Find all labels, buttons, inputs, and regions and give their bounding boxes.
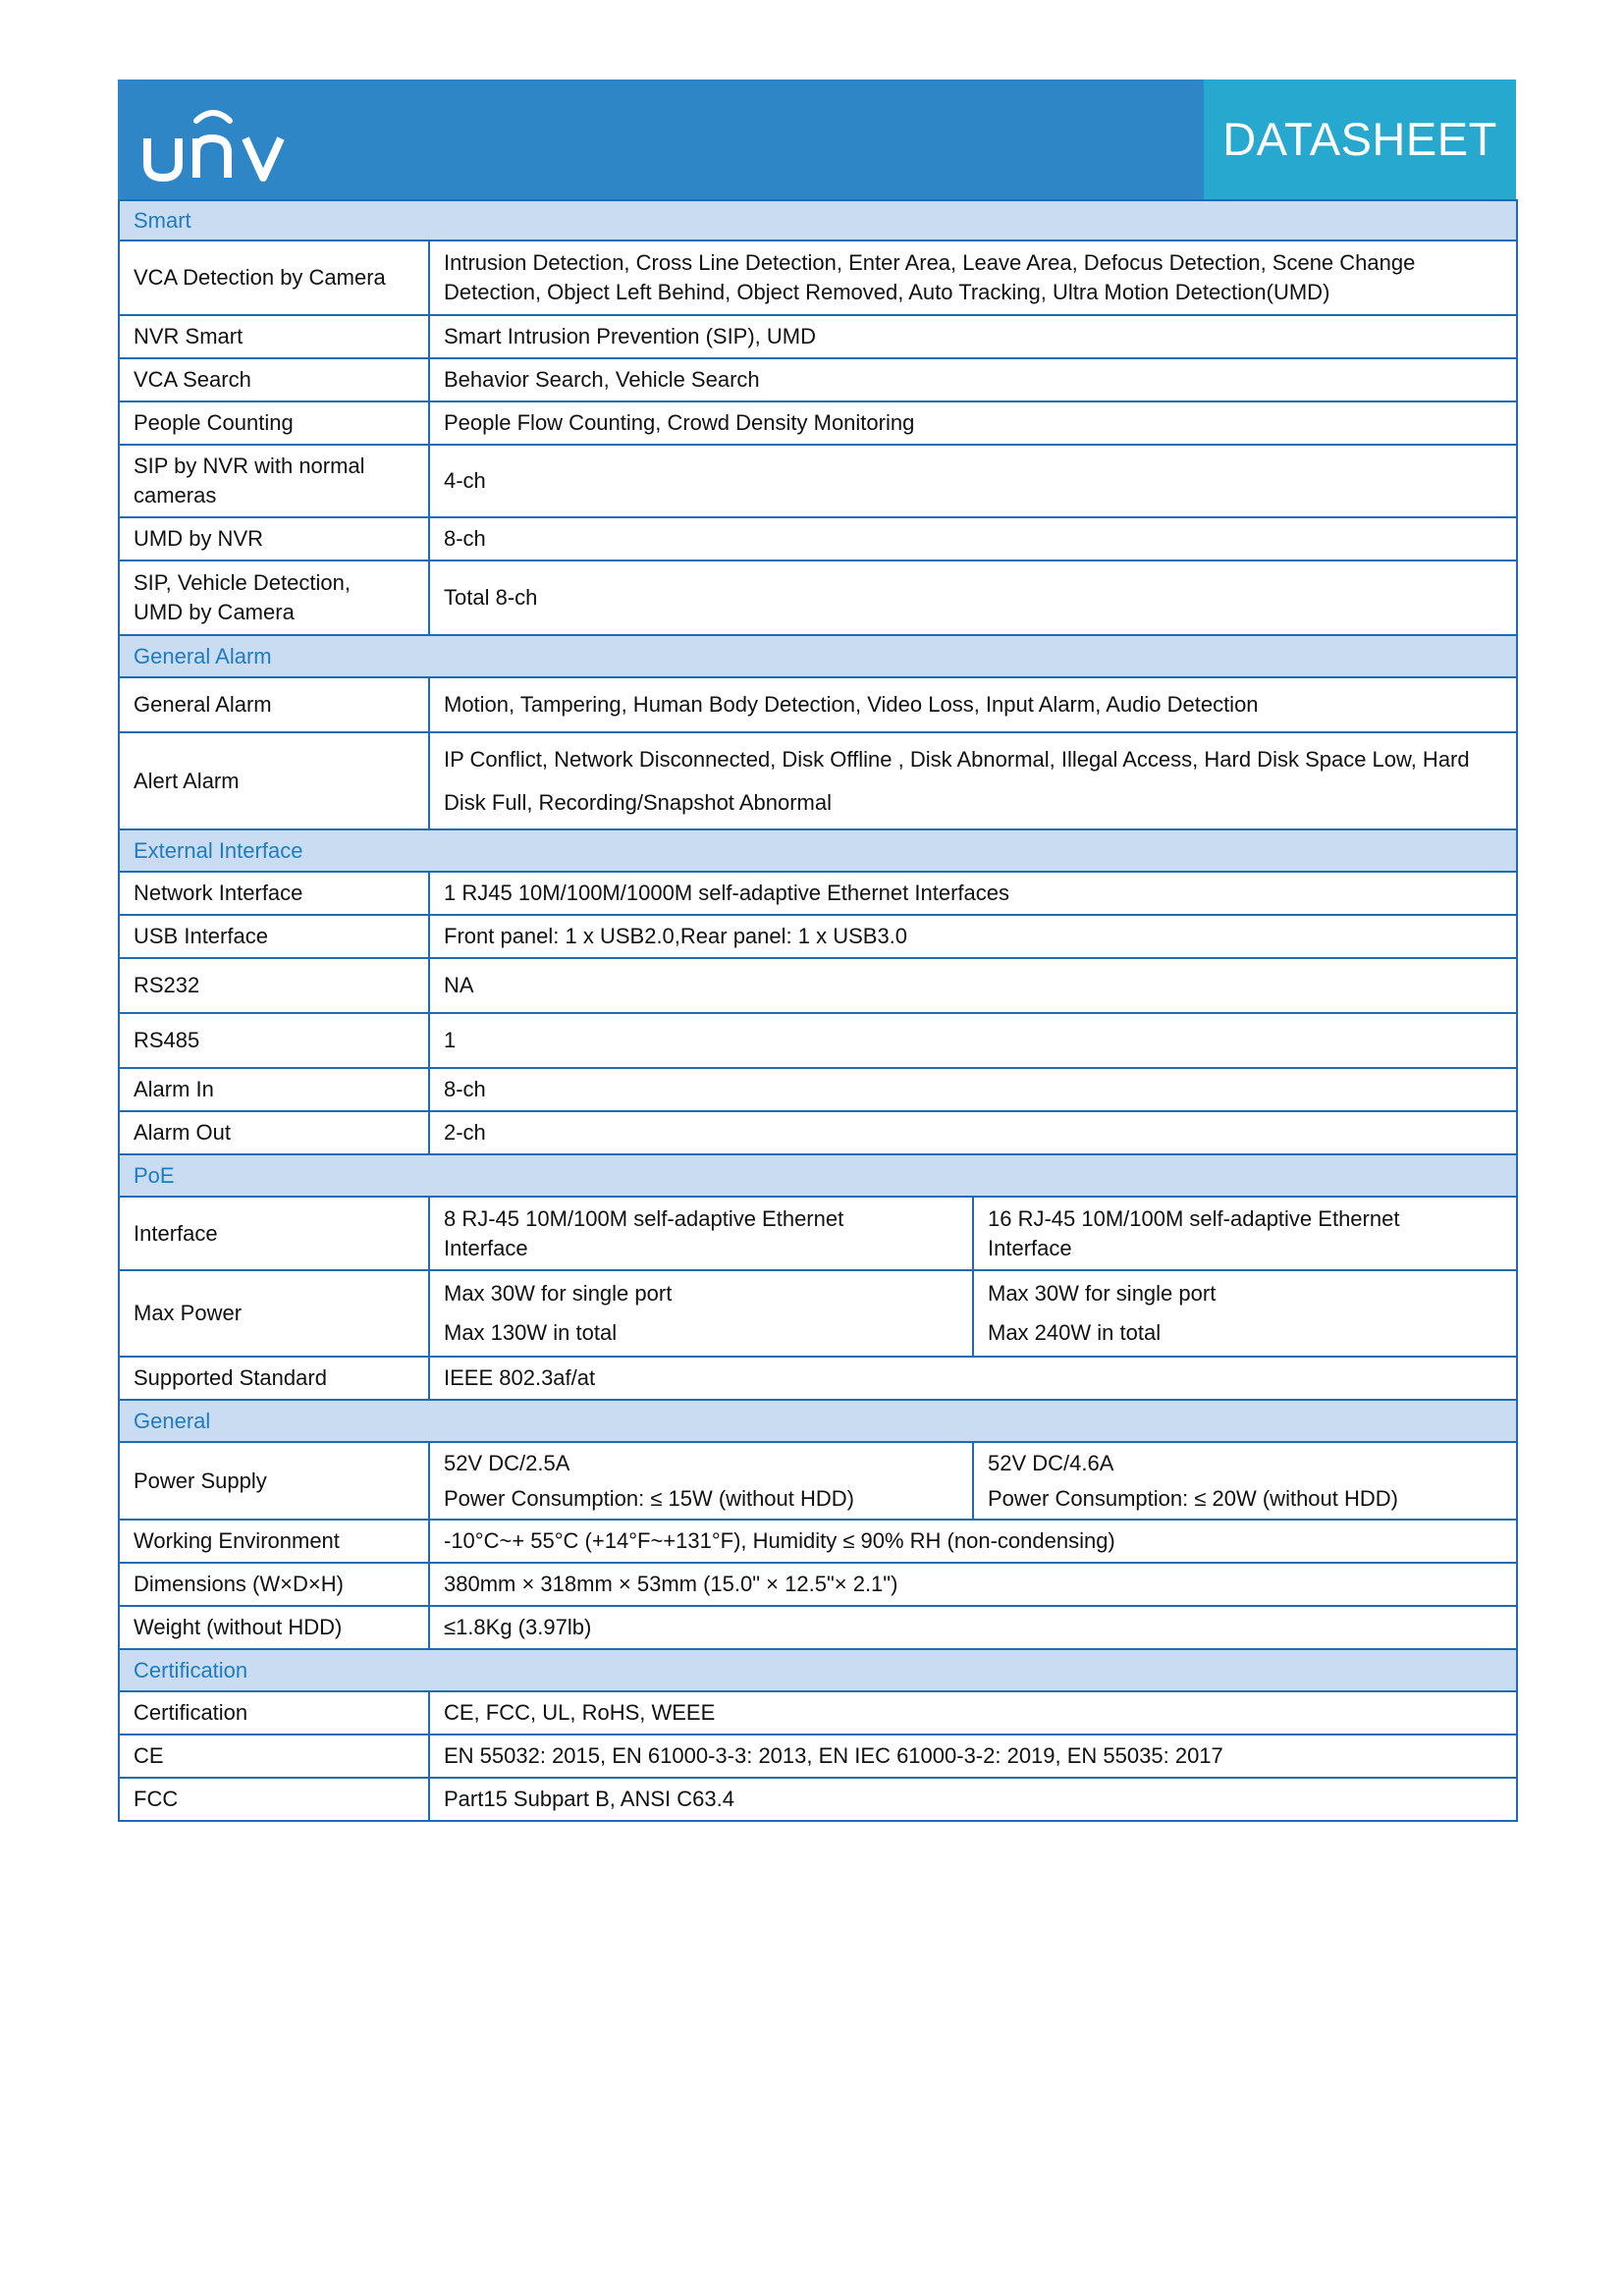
table-row <box>119 1442 1517 1520</box>
table-row <box>119 445 1517 517</box>
row-label-line: UMD by Camera <box>134 600 295 624</box>
row-label: Working Environment <box>119 1520 429 1563</box>
row-value <box>429 732 1517 829</box>
row-label: Weight (without HDD) <box>119 1606 429 1649</box>
section-header <box>119 635 1517 677</box>
row-label <box>119 561 429 635</box>
table-row <box>119 1606 1517 1649</box>
table-row <box>119 915 1517 958</box>
row-value: 1 RJ45 10M/100M/1000M self-adaptive Ethernet Interfaces <box>429 872 1517 915</box>
row-label: Supported Standard <box>119 1357 429 1400</box>
row-label: Certification <box>119 1691 429 1735</box>
section-header <box>119 200 1517 240</box>
table-row <box>119 561 1517 635</box>
row-value: Smart Intrusion Prevention (SIP), UMD <box>429 315 1517 358</box>
table-row <box>119 1691 1517 1735</box>
row-value: 8-ch <box>429 517 1517 561</box>
table-row <box>119 1013 1517 1068</box>
table-row <box>119 1197 1517 1270</box>
row-label: USB Interface <box>119 915 429 958</box>
row-value: 2-ch <box>429 1111 1517 1154</box>
table-row <box>119 1357 1517 1400</box>
row-label: Alarm In <box>119 1068 429 1111</box>
row-label: VCA Detection by Camera <box>119 240 429 315</box>
table-row <box>119 1520 1517 1563</box>
row-label-line: SIP by NVR with normal <box>134 454 365 478</box>
row-value: Motion, Tampering, Human Body Detection, Video Loss, Input Alarm, Audio Detection <box>429 677 1517 732</box>
row-value: Behavior Search, Vehicle Search <box>429 358 1517 401</box>
row-value-line: 16 RJ-45 10M/100M self-adaptive Ethernet <box>988 1205 1400 1231</box>
row-value: Total 8-ch <box>429 561 1517 635</box>
row-value: 8-ch <box>429 1068 1517 1111</box>
row-value: Front panel: 1 x USB2.0,Rear panel: 1 x USB3.0 <box>429 915 1517 958</box>
table-row <box>119 358 1517 401</box>
row-value-line: Power Consumption: ≤ 15W (without HDD) <box>444 1485 854 1511</box>
row-label: Dimensions (W×D×H) <box>119 1563 429 1606</box>
row-value: EN 55032: 2015, EN 61000-3-3: 2013, EN IEC 61000-3-2: 2019, EN 55035: 2017 <box>429 1735 1517 1778</box>
table-row <box>119 1111 1517 1154</box>
row-value-line: Max 130W in total <box>444 1320 618 1345</box>
row-value <box>429 240 1517 315</box>
row-value: 380mm × 318mm × 53mm (15.0" × 12.5"× 2.1") <box>429 1563 1517 1606</box>
row-value: 4-ch <box>429 445 1517 517</box>
section-header <box>119 1154 1517 1197</box>
row-label: FCC <box>119 1778 429 1821</box>
row-value-line: Max 30W for single port <box>988 1281 1217 1306</box>
table-row <box>119 517 1517 561</box>
row-value: 1 <box>429 1013 1517 1068</box>
row-label: RS232 <box>119 958 429 1013</box>
row-label: Alarm Out <box>119 1111 429 1154</box>
table-row <box>119 1778 1517 1821</box>
row-label: Power Supply <box>119 1442 429 1520</box>
section-title-smart: Smart <box>119 200 1517 240</box>
row-label-line: cameras <box>134 483 217 507</box>
datasheet <box>118 80 1516 1822</box>
row-value: -10°C~+ 55°C (+14°F~+131°F), Humidity ≤ 90% RH (non-condensing) <box>429 1520 1517 1563</box>
table-row <box>119 677 1517 732</box>
spec-table <box>118 199 1518 1822</box>
row-label: Interface <box>119 1197 429 1270</box>
row-value: Part15 Subpart B, ANSI C63.4 <box>429 1778 1517 1821</box>
row-label: RS485 <box>119 1013 429 1068</box>
row-label-line: SIP, Vehicle Detection, <box>134 570 351 595</box>
row-label: Network Interface <box>119 872 429 915</box>
row-value-line: 52V DC/2.5A <box>444 1450 570 1475</box>
datasheet-badge: DATASHEET <box>1204 80 1516 199</box>
row-value-model-a <box>429 1442 973 1520</box>
row-label: NVR Smart <box>119 315 429 358</box>
row-value-line: 8 RJ-45 10M/100M self-adaptive Ethernet <box>444 1205 844 1231</box>
row-value-model-b <box>973 1442 1517 1520</box>
header-banner <box>118 80 1516 199</box>
section-title-general-alarm: General Alarm <box>119 635 1517 677</box>
row-value-line: Interface <box>988 1235 1072 1260</box>
row-label <box>119 445 429 517</box>
row-value-line: 52V DC/4.6A <box>988 1450 1114 1475</box>
row-value: CE, FCC, UL, RoHS, WEEE <box>429 1691 1517 1735</box>
row-label: VCA Search <box>119 358 429 401</box>
row-value: People Flow Counting, Crowd Density Monitoring <box>429 401 1517 445</box>
row-value-line: Disk Full, Recording/Snapshot Abnormal <box>444 789 832 815</box>
row-value: IEEE 802.3af/at <box>429 1357 1517 1400</box>
row-value-line: Max 240W in total <box>988 1320 1162 1345</box>
table-row <box>119 872 1517 915</box>
table-row <box>119 1563 1517 1606</box>
row-value-line: Interface <box>444 1235 528 1260</box>
table-row <box>119 315 1517 358</box>
row-value: ≤1.8Kg (3.97lb) <box>429 1606 1517 1649</box>
row-label: CE <box>119 1735 429 1778</box>
section-title-certification: Certification <box>119 1649 1517 1691</box>
table-row <box>119 1068 1517 1111</box>
section-header <box>119 1649 1517 1691</box>
table-row <box>119 401 1517 445</box>
table-row <box>119 958 1517 1013</box>
row-label: Max Power <box>119 1270 429 1357</box>
row-value-model-b <box>973 1197 1517 1270</box>
table-row <box>119 1270 1517 1357</box>
table-row <box>119 732 1517 829</box>
section-title-poe: PoE <box>119 1154 1517 1197</box>
unv-logo <box>139 93 306 191</box>
row-label: General Alarm <box>119 677 429 732</box>
row-value-model-b <box>973 1270 1517 1357</box>
row-value-model-a <box>429 1197 973 1270</box>
row-value: NA <box>429 958 1517 1013</box>
table-row <box>119 1735 1517 1778</box>
row-value-line: Intrusion Detection, Cross Line Detection, Enter Area, Leave Area, Defocus Detection, Scene Change <box>444 250 1416 275</box>
section-header <box>119 829 1517 872</box>
row-label: UMD by NVR <box>119 517 429 561</box>
row-value-line: IP Conflict, Network Disconnected, Disk Offline , Disk Abnormal, Illegal Access, Hard Disk Space Low, Hard <box>444 746 1470 772</box>
row-label: People Counting <box>119 401 429 445</box>
section-title-external-interface: External Interface <box>119 829 1517 872</box>
row-label: Alert Alarm <box>119 732 429 829</box>
section-title-general: General <box>119 1400 1517 1442</box>
row-value-line: Max 30W for single port <box>444 1281 673 1306</box>
row-value-model-a <box>429 1270 973 1357</box>
row-value-line: Power Consumption: ≤ 20W (without HDD) <box>988 1485 1398 1511</box>
row-value-line: Detection, Object Left Behind, Object Removed, Auto Tracking, Ultra Motion Detection(UMD) <box>444 280 1330 304</box>
section-header <box>119 1400 1517 1442</box>
table-row <box>119 240 1517 315</box>
